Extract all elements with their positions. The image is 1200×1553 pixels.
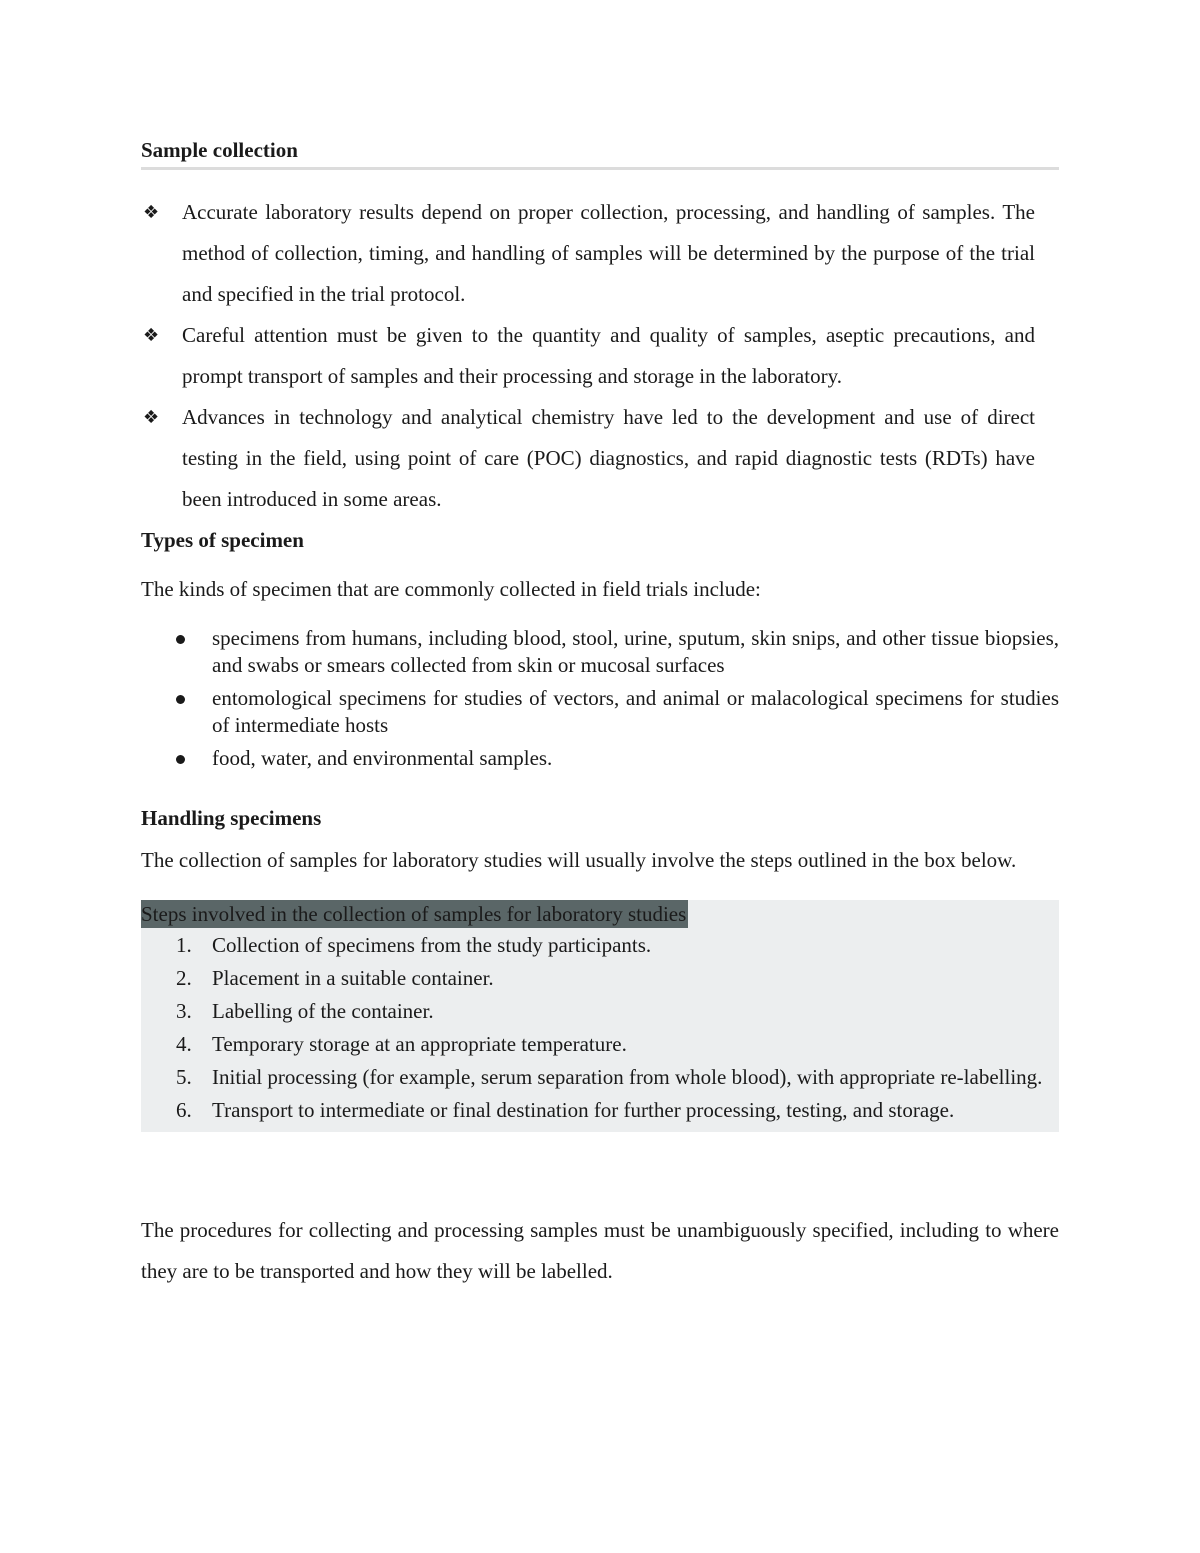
types-intro: The kinds of specimen that are commonly collected in field trials include:	[141, 577, 761, 601]
diamond-bullet-icon: ❖	[143, 325, 160, 346]
point-text: Careful attention must be given to the quantity and quality of samples, aseptic precautions, and prompt transport of samples and their processing and storage in the laboratory.	[182, 323, 1035, 388]
step-text: Transport to intermediate or final destination for further processing, testing, and storage.	[212, 1098, 955, 1122]
item-text: food, water, and environmental samples.	[212, 746, 553, 770]
list-item	[141, 1031, 1059, 1058]
step-text: Collection of specimens from the study participants.	[212, 933, 652, 957]
list-item	[141, 998, 1059, 1025]
list-item	[141, 1064, 1059, 1091]
item-text: entomological specimens for studies of vectors, and animal or malacological specimens for studies of intermediate hosts	[212, 686, 1059, 737]
list-item	[141, 1097, 1059, 1124]
step-number: 4.	[176, 1032, 192, 1056]
item-text: specimens from humans, including blood, stool, urine, sputum, skin snips, and other tissue biopsies, and swabs or smears collected from skin or mucosal surfaces	[212, 626, 1059, 677]
list-item	[141, 685, 1059, 739]
bullet-dot-icon	[176, 635, 185, 644]
step-number: 1.	[176, 933, 192, 957]
step-number: 6.	[176, 1098, 192, 1122]
document-content	[141, 138, 1059, 1313]
handling-intro: The collection of samples for laboratory studies will usually involve the steps outlined in the box below.	[141, 848, 1017, 872]
step-text: Initial processing (for example, serum separation from whole blood), with appropriate re-labelling.	[212, 1065, 1043, 1089]
heading-handling-specimens: Handling specimens	[141, 806, 322, 830]
diamond-bullet-icon: ❖	[143, 407, 160, 428]
heading-rule	[141, 138, 1059, 170]
steps-box	[141, 900, 1059, 1132]
heading-types-of-specimen: Types of specimen	[141, 528, 304, 552]
list-item	[141, 932, 1059, 959]
bullet-dot-icon	[176, 755, 185, 764]
list-item	[141, 625, 1059, 679]
bullet-dot-icon	[176, 695, 185, 704]
step-number: 3.	[176, 999, 192, 1023]
list-item	[141, 192, 1059, 315]
step-text: Temporary storage at an appropriate temperature.	[212, 1032, 627, 1056]
sample-collection-points	[141, 192, 1059, 520]
closing-paragraph: The procedures for collecting and processing samples must be unambiguously specified, including to where they are to be transported and how they will be labelled.	[141, 1218, 1059, 1283]
list-item	[141, 315, 1059, 397]
heading-sample-collection: Sample collection	[141, 138, 298, 162]
step-number: 5.	[176, 1065, 192, 1089]
step-text: Placement in a suitable container.	[212, 966, 494, 990]
steps-box-title: Steps involved in the collection of samples for laboratory studies	[141, 902, 687, 926]
step-text: Labelling of the container.	[212, 999, 434, 1023]
steps-list	[141, 932, 1059, 1124]
specimen-types-list	[141, 625, 1059, 772]
diamond-bullet-icon: ❖	[143, 202, 160, 223]
list-item	[141, 745, 1059, 772]
list-item	[141, 397, 1059, 520]
step-number: 2.	[176, 966, 192, 990]
point-text: Accurate laboratory results depend on proper collection, processing, and handling of samples. The method of collection, timing, and handling of samples will be determined by the purpose of the trial and specified in the trial protocol.	[182, 200, 1035, 306]
point-text: Advances in technology and analytical chemistry have led to the development and use of direct testing in the field, using point of care (POC) diagnostics, and rapid diagnostic tests (RDTs) have been introduced in some areas.	[182, 405, 1035, 511]
list-item	[141, 965, 1059, 992]
